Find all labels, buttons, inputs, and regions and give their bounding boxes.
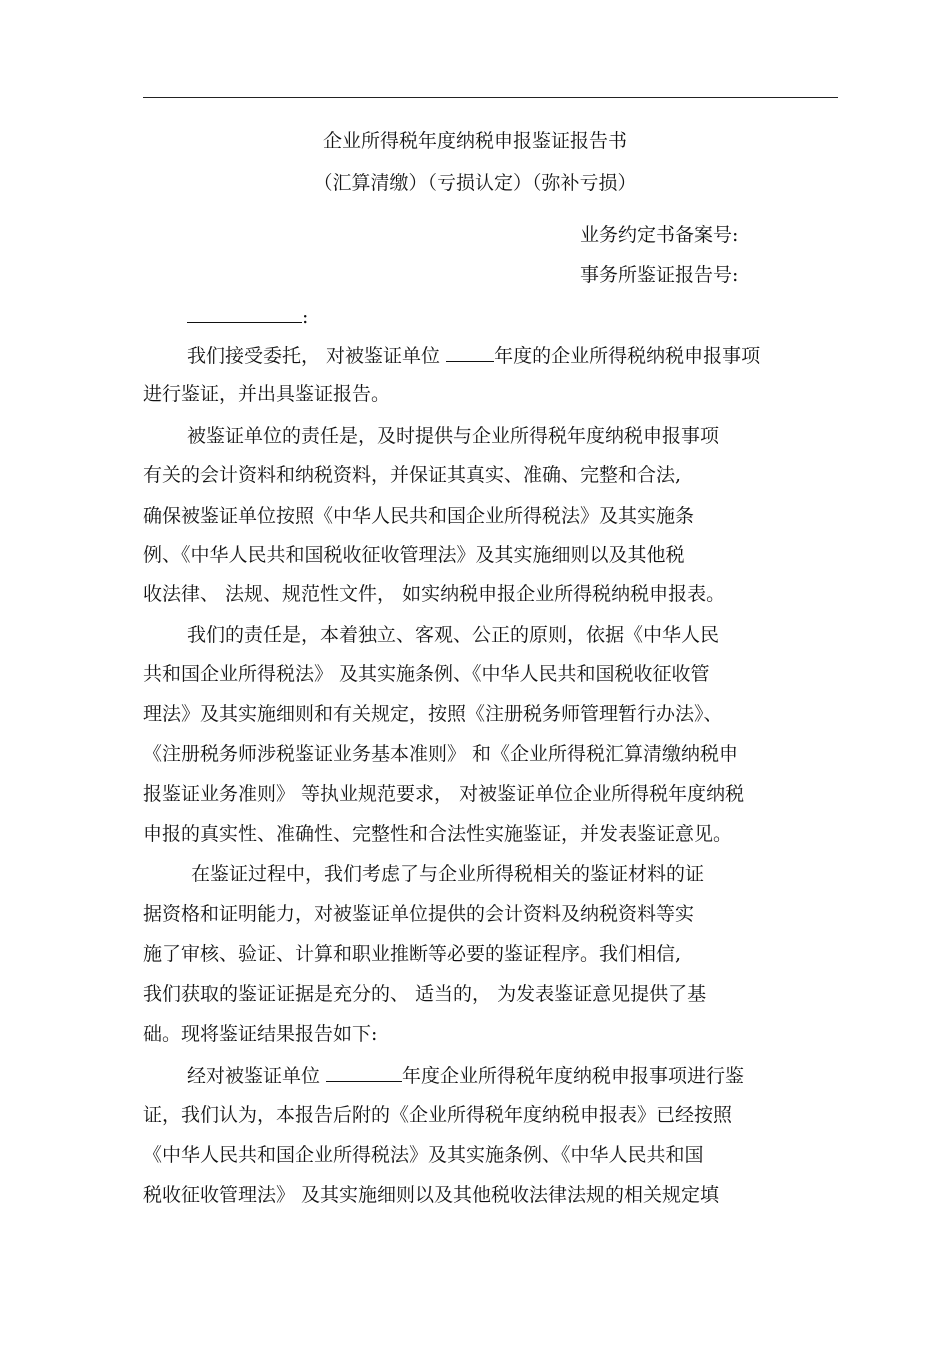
year-blank [326,1063,402,1082]
report-no-label: 事务所鉴证报告号: [580,264,739,286]
paragraph-line: 有关的会计资料和纳税资料，并保证其真实、准确、完整和合法, [143,464,682,486]
paragraph-line: 据资格和证明能力，对被鉴证单位提供的会计资料及纳税资料等实 [143,903,695,925]
paragraph-line: 在鉴证过程中，我们考虑了与企业所得税相关的鉴证材料的证 [191,863,705,885]
line-text: 年度的企业所得税纳税申报事项 [494,345,761,367]
document-title: 企业所得税年度纳税申报鉴证报告书 [322,130,627,152]
paragraph-line: 理法》及其实施细则和有关规定，按照《注册税务师管理暂行办法》、 [143,703,723,725]
paragraph-line: 申报的真实性、准确性、完整性和合法性实施鉴证，并发表鉴证意见。 [143,823,733,845]
addressee-suffix: : [302,306,309,328]
paragraph-line: 我们的责任是，本着独立、客观、公正的原则，依据《中华人民 [187,624,720,646]
engagement-no-label: 业务约定书备案号: [580,224,739,246]
paragraph-line: 报鉴证业务准则》 等执业规范要求， 对被鉴证单位企业所得税年度纳税 [143,783,745,805]
paragraph-line: 共和国企业所得税法》 及其实施条例、《中华人民共和国税收征收管 [143,663,710,685]
paragraph-line: 进行鉴证，并出具鉴证报告。 [143,383,391,405]
paragraph-line: 《注册税务师涉税鉴证业务基本准则》 和《企业所得税汇算清缴纳税申 [143,743,739,765]
paragraph-line: 础。现将鉴证结果报告如下: [143,1023,378,1045]
line-text: 年度企业所得税年度纳税申报事项进行鉴 [402,1065,745,1087]
paragraph-line: 税收征收管理法》 及其实施细则以及其他税收法律法规的相关规定填 [143,1184,720,1206]
paragraph-line [187,343,760,369]
header-rule [143,97,838,98]
paragraph-line: 《中华人民共和国企业所得税法》及其实施条例、《中华人民共和国 [143,1144,704,1166]
paragraph-line [187,1063,744,1089]
paragraph-line: 收法律、 法规、规范性文件， 如实纳税申报企业所得税纳税申报表。 [143,583,726,605]
line-text: 我们接受委托， 对被鉴证单位 [187,345,447,367]
paragraph-line: 确保被鉴证单位按照《中华人民共和国企业所得税法》及其实施条 [143,505,695,527]
paragraph-line: 被鉴证单位的责任是，及时提供与企业所得税年度纳税申报事项 [187,425,720,447]
addressee-line [187,304,308,330]
paragraph-line: 施了审核、验证、计算和职业推断等必要的鉴证程序。我们相信, [143,943,682,965]
paragraph-line: 证，我们认为，本报告后附的《企业所得税年度纳税申报表》已经按照 [143,1104,733,1126]
addressee-blank [187,304,302,323]
line-text: 经对被鉴证单位 [187,1065,327,1087]
paragraph-line: 我们获取的鉴证证据是充分的、 适当的， 为发表鉴证意见提供了基 [143,983,707,1005]
document-subtitle: （汇算清缴）（亏损认定）（弥补亏损） [313,172,637,194]
year-blank [446,343,494,362]
paragraph-line: 例、《中华人民共和国税收征收管理法》及其实施细则以及其他税 [143,544,685,566]
